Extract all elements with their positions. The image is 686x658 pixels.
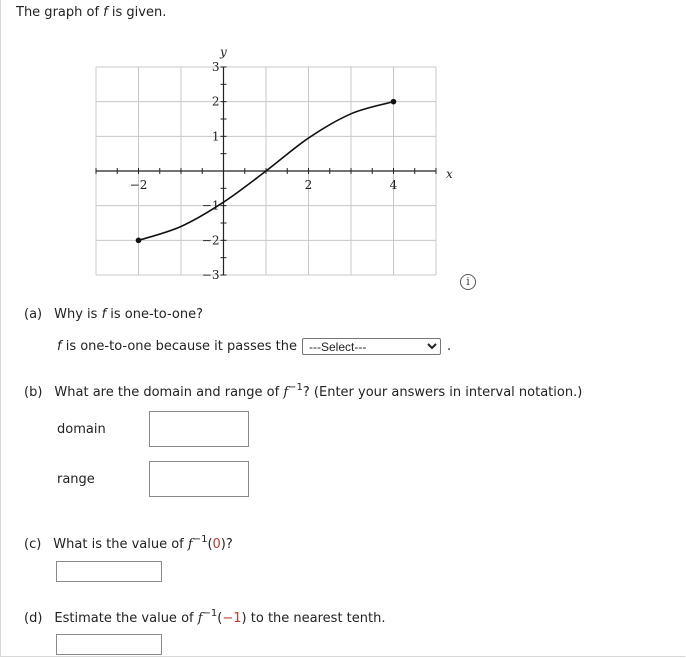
- part-d-question: (d) Estimate the value of $f^{-1}(-1)$ to the nearest tenth.: [24, 608, 386, 626]
- y-tick-label: −3: [201, 268, 220, 282]
- x-axis-label: x: [446, 167, 453, 181]
- y-tick-label: −1: [201, 198, 220, 213]
- part-b-question: (b) What are the domain and range of $f^{-1}$? (Enter your answers in interval notation.): [24, 382, 583, 400]
- part-d-answer-input[interactable]: [56, 634, 162, 655]
- part-a-period: .: [447, 339, 452, 354]
- function-graph: [0, 0, 686, 300]
- y-tick-label: 2: [211, 94, 220, 109]
- y-axis-label: y: [220, 45, 227, 59]
- y-tick-label: 3: [211, 60, 220, 74]
- part-a-answer-text: f is one-to-one because it passes the: [57, 339, 298, 354]
- info-icon[interactable]: i: [460, 274, 476, 290]
- y-tick-label: −2: [201, 233, 220, 248]
- test-select-dropdown[interactable]: [302, 338, 441, 355]
- y-tick-label: 1: [211, 129, 220, 144]
- curve-endpoint: [391, 99, 397, 105]
- x-tick-label: 2: [304, 178, 313, 192]
- part-c-question: (c) What is the value of $f^{-1}(0)$?: [24, 534, 233, 552]
- x-tick-label: 4: [389, 178, 398, 192]
- x-tick-label: −2: [129, 178, 148, 192]
- domain-input[interactable]: [149, 411, 249, 447]
- part-c-answer-input[interactable]: [56, 561, 162, 582]
- intro-text: The graph of f is given.: [16, 5, 167, 20]
- part-a-question: (a) Why is f is one-to-one?: [24, 307, 203, 322]
- curve-endpoint: [136, 238, 142, 244]
- range-label: range: [57, 472, 95, 487]
- range-input[interactable]: [149, 461, 249, 497]
- domain-label: domain: [57, 422, 106, 437]
